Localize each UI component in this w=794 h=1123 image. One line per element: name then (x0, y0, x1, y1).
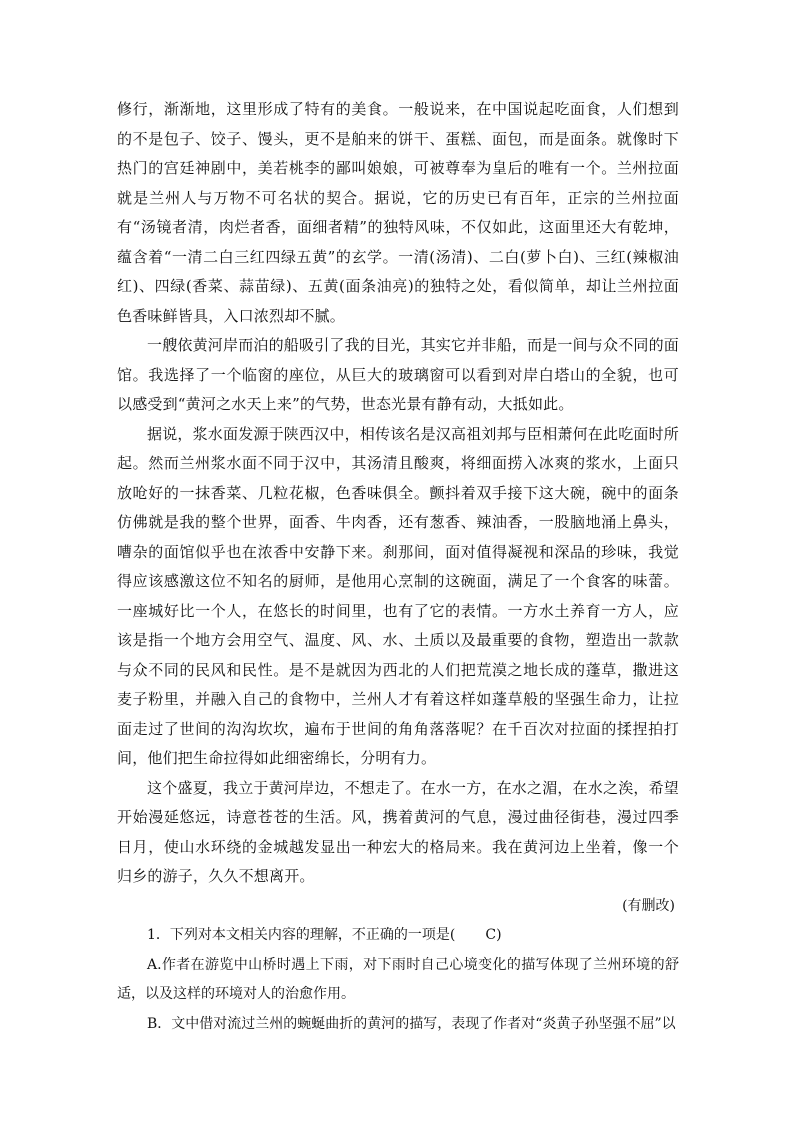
article-paragraph-3: 据说，浆水面发源于陕西汉中，相传该名是汉高祖刘邦与臣相萧何在此吃面时所起。然而兰州浆水面不同于汉中，其汤清且酸爽，将细面捞入冰爽的浆水，上面只放呛好的一抹香菜、几粒花椒，色香味俱全。颤抖着双手接下这大碗，碗中的面条仿佛就是我的整个世界，面香、牛肉香，还有葱香、辣油香，一股脑地涌上鼻头，嘈杂的面馆似乎也在浓香中安静下来。刹那间，面对值得凝视和深品的珍味，我觉得应该感激这位不知名的厨师，是他用心烹制的这碗面，满足了一个食客的味蕾。一座城好比一个人，在悠长的时间里，也有了它的表情。一方水土养育一方人，应该是指一个地方会用空气、温度、风、水、土质以及最重要的食物，塑造出一款款与众不同的民风和民性。是不是就因为西北的人们把荒漠之地长成的蓬草，撒进这麦子粉里，并融入自己的食物中，兰州人才有着这样如蓬草般的坚强生命力，让拉面走过了世间的沟沟坎坎，遍布于世间的角角落落呢？在千百次对拉面的揉捏拍打间，他们把生命拉得如此细密绵长，分明有力。 (117, 424, 680, 767)
article-paragraph-2: 一艘依黄河岸而泊的船吸引了我的目光，其实它并非船，而是一间与众不同的面馆。我选择了一个临窗的座位，从巨大的玻璃窗可以看到对岸白塔山的全貌，也可以感受到“黄河之水天上来”的气势，世态光景有静有动，大抵如此。 (117, 336, 680, 413)
document-page (117, 95, 679, 1039)
article-paragraph-4: 这个盛夏，我立于黄河岸边，不想走了。在水一方，在水之湄，在水之涘，希望开始漫延悠远，诗意苍苍的生活。风，携着黄河的气息，漫过曲径街巷，漫过四季日月，使山水环绕的金城越发显出一种宏大的格局来。我在黄河边上坐着，像一个归乡的游子，久久不想离开。 (117, 778, 680, 885)
source-note: (有删改) (622, 897, 675, 914)
question-suffix: ) (496, 927, 502, 943)
question-1 (117, 921, 679, 951)
article-paragraph-1: 修行，渐渐地，这里形成了特有的美食。一般说来，在中国说起吃面食，人们想到的不是包子、饺子、馒头，更不是舶来的饼干、蛋糕、面包，而是面条。就像时下热门的宫廷神剧中，美若桃李的鄙叫娘娘，可被尊奉为皇后的唯有一个。兰州拉面就是兰州人与万物不可名状的契合。据说，它的历史已有百年，正宗的兰州拉面有“汤镜者清，肉烂者香，面细者精”的独特风味，不仅如此，这面里还大有乾坤，蕴含着“一清二白三红四绿五黄”的玄学。一清(汤清)、二白(萝卜白)、三红(辣椒油红)、四绿(香菜、蒜苗绿)、五黄(面条油亮)的独特之处，看似简单，却让兰州拉面色香味鲜皆具，入口浓烈却不腻。 (117, 100, 679, 325)
question-answer: C (485, 927, 497, 943)
option-b: B．文中借对流过兰州的蜿蜒曲折的黄河的描写，表现了作者对“炎黄子孙坚强不屈”以 (147, 1015, 676, 1032)
option-a: A.作者在游览中山桥时遇上下雨，对下雨时自己心境变化的描写体现了兰州环境的舒适，以及这样的环境对人的治愈作用。 (117, 956, 679, 1002)
question-prefix: 1．下列对本文相关内容的理解，不正确的一项是( (147, 927, 456, 943)
